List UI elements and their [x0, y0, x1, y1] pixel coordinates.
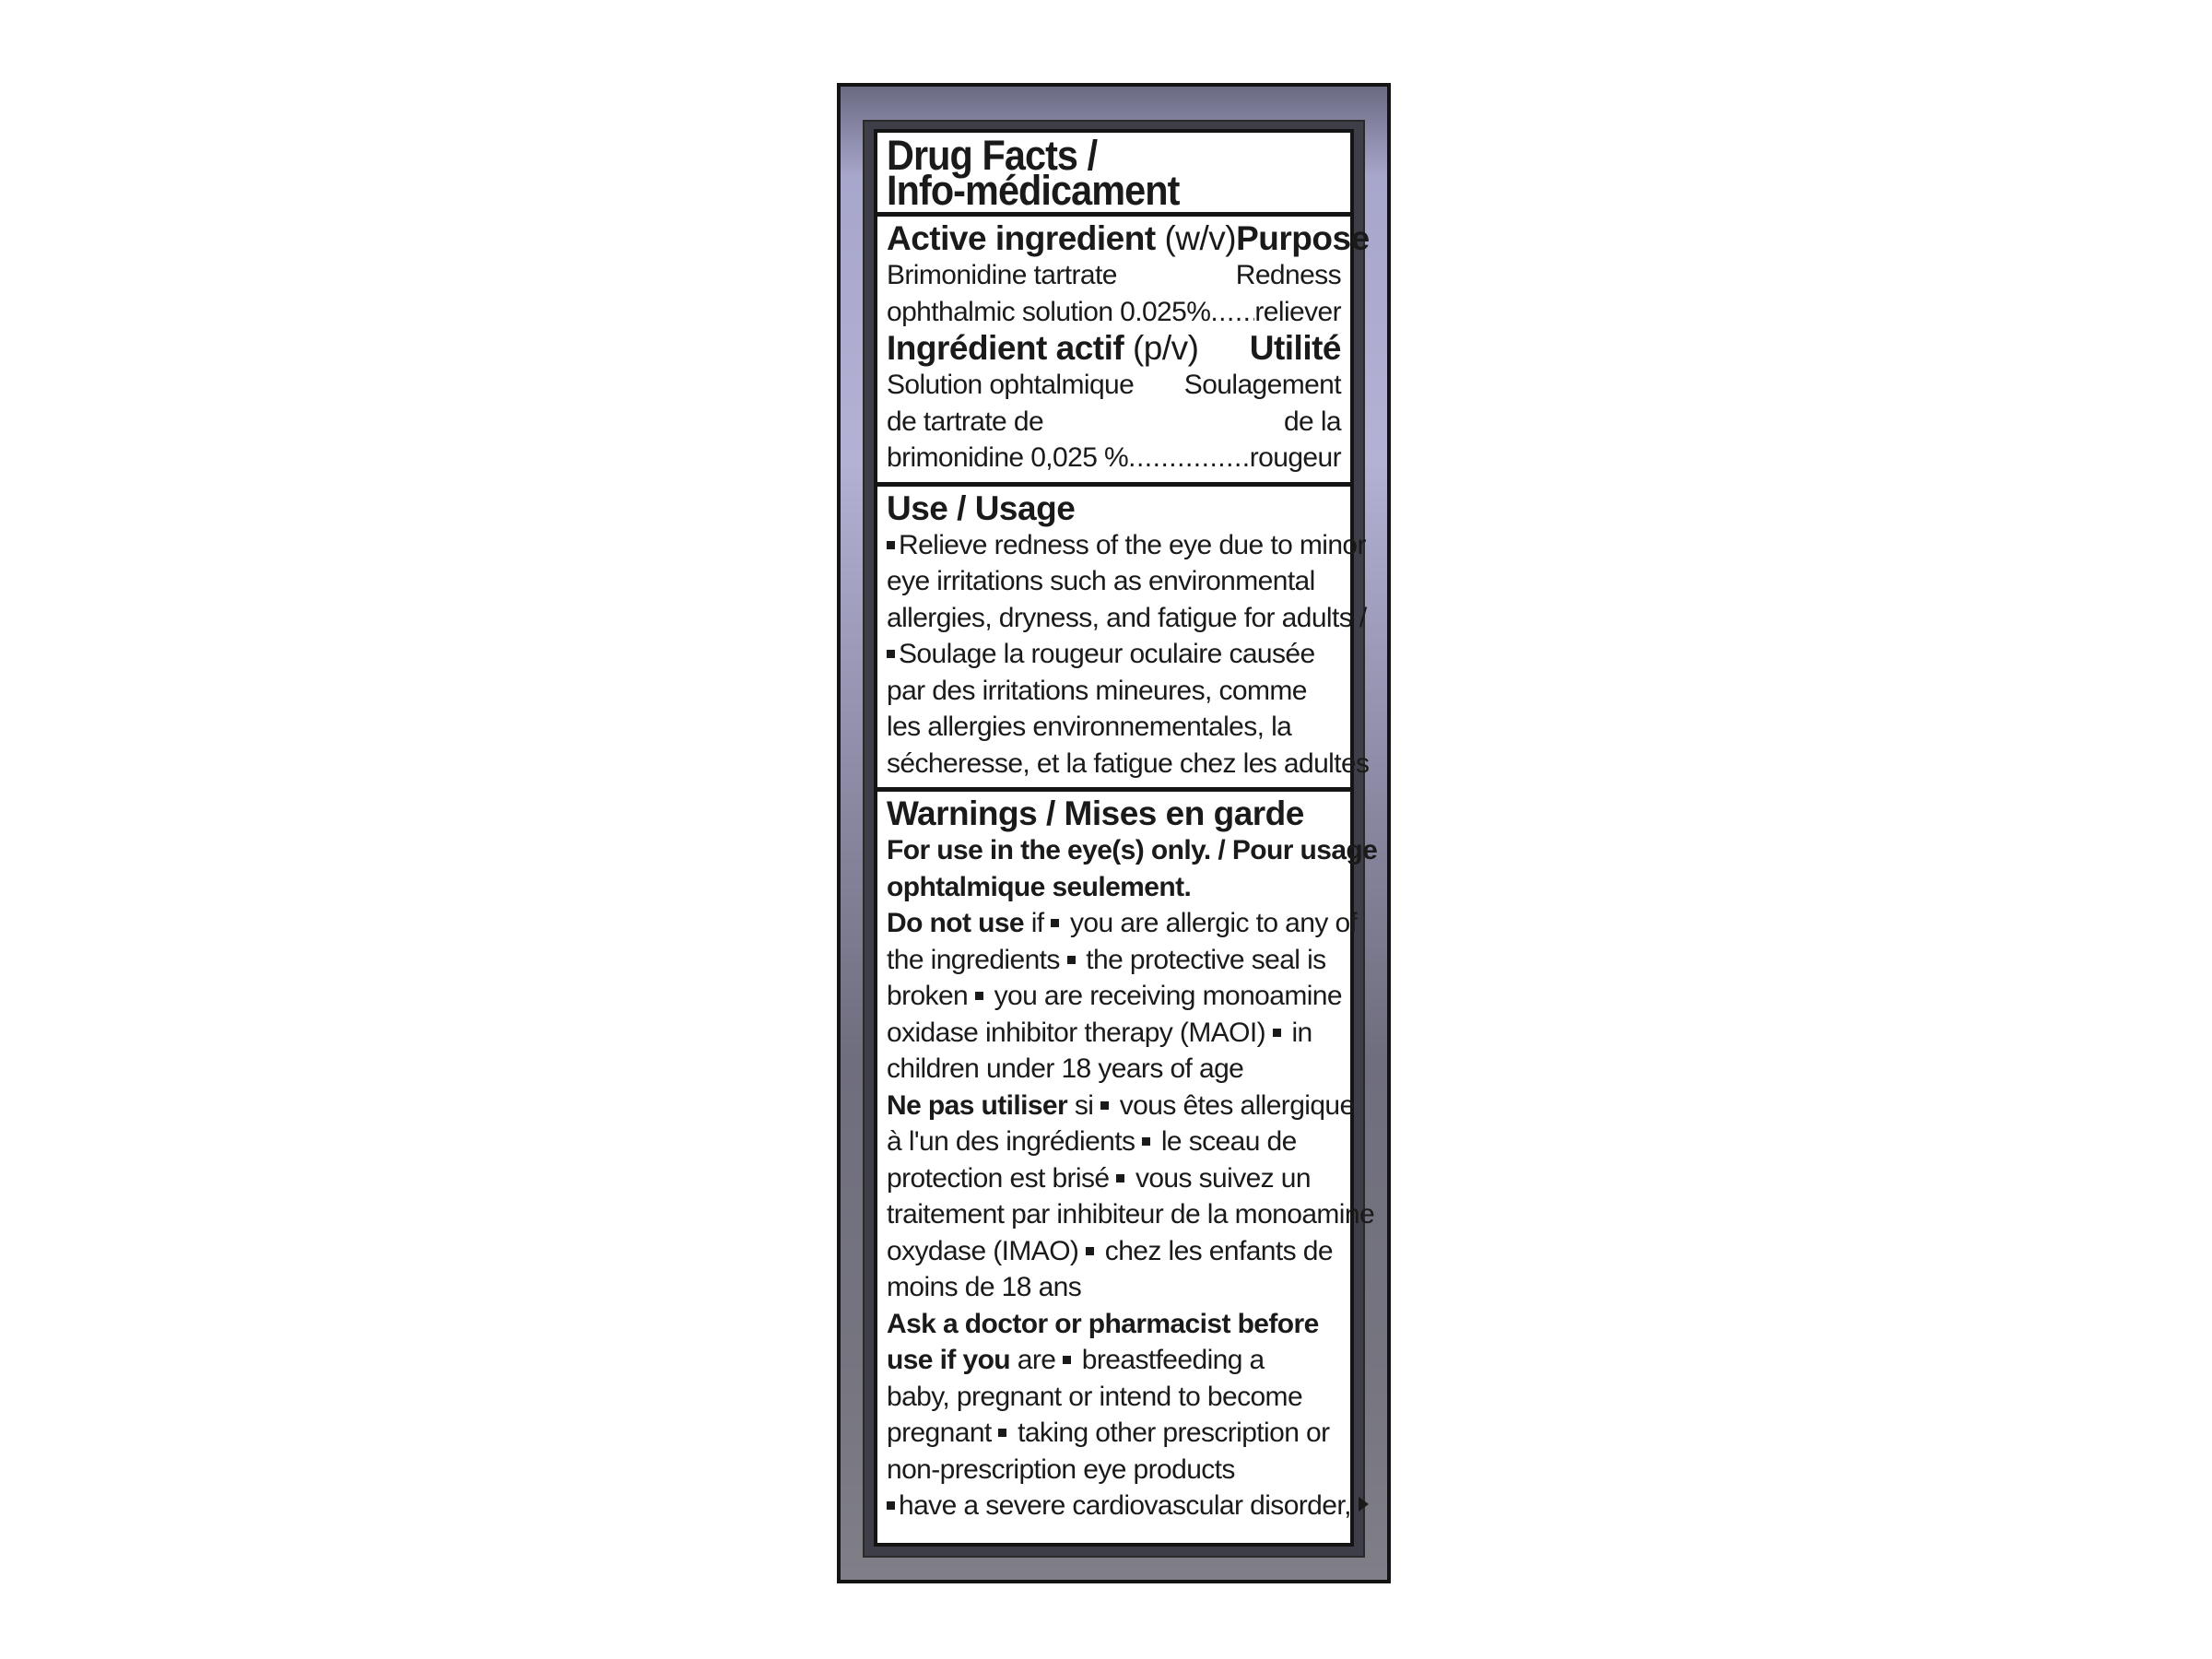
title-line-2: Info-médicament — [887, 167, 1180, 214]
ne-pas-utiliser-line: protection est brisé vous suivez un — [887, 1162, 1311, 1194]
eye-only-warning: ophtalmique seulement. — [887, 871, 1192, 902]
title-line-1: Drug Facts / — [887, 132, 1098, 179]
square-bullet-icon — [1142, 1137, 1150, 1146]
ne-pas-utiliser-line: à l'un des ingrédients le sceau de — [887, 1126, 1297, 1157]
active-ingredient-heading-fr: Ingrédient actif (p/v) — [887, 329, 1199, 367]
square-bullet-icon — [1100, 1101, 1109, 1110]
use-line: sécheresse, et la fatigue chez les adultes — [887, 747, 1370, 779]
use-heading: Use / Usage — [887, 488, 1076, 527]
use-line: par des irritations mineures, comme — [887, 675, 1307, 706]
ask-doctor-line: Ask a doctor or pharmacist before — [887, 1308, 1319, 1339]
use-line: les allergies environnementales, la — [887, 712, 1292, 742]
purpose-heading: Purpose — [1236, 219, 1370, 257]
square-bullet-icon — [1051, 919, 1059, 927]
drug-facts-label — [874, 129, 1378, 1547]
use-section — [877, 487, 1370, 793]
do-not-use-line: broken you are receiving monoamine — [887, 981, 1342, 1011]
ask-doctor-line: non-prescription eye products — [887, 1453, 1235, 1485]
label-frame — [837, 83, 1391, 1583]
ask-doctor-line: have a severe cardiovascular disorder, — [887, 1488, 1341, 1524]
square-bullet-icon — [975, 992, 983, 1000]
ingredient-row-fr-1: Solution ophtalmique Soulagement — [887, 370, 1341, 400]
ne-pas-utiliser-line: oxydase (IMAO) chez les enfants de — [887, 1235, 1333, 1266]
ne-pas-utiliser-line: traitement par inhibiteur de la monoamine — [887, 1199, 1375, 1230]
square-bullet-icon — [1273, 1029, 1281, 1037]
active-ingredient-section — [877, 217, 1370, 487]
use-line: Soulage la rougeur oculaire causée — [887, 636, 1341, 673]
do-not-use-line: Do not use if you are allergic to any of — [887, 908, 1358, 938]
ne-pas-utiliser-line: moins de 18 ans — [887, 1272, 1082, 1302]
ingredient-row-en-1: Brimonidine tartrate Redness — [887, 260, 1341, 290]
do-not-use-line: oxidase inhibitor therapy (MAOI) in — [887, 1017, 1312, 1048]
use-line: allergies, dryness, and fatigue for adults / — [887, 602, 1367, 633]
active-ingredient-header-fr — [887, 330, 1341, 367]
label-border-panel — [863, 120, 1378, 1558]
square-bullet-icon — [887, 1501, 895, 1510]
active-ingredient-header — [887, 219, 1370, 257]
square-bullet-icon — [887, 650, 895, 658]
eye-only-warning: For use in the eye(s) only. / Pour usage — [887, 835, 1378, 865]
do-not-use-line: the ingredients the protective seal is — [887, 944, 1326, 975]
square-bullet-icon — [1116, 1174, 1124, 1182]
title-section — [877, 133, 1350, 217]
ingredient-row-en-2: ophthalmic solution 0.025% ..... reliever — [887, 294, 1341, 331]
continue-arrow-icon — [1359, 1497, 1369, 1512]
dot-leader — [1128, 440, 1250, 477]
use-line: eye irritations such as environmental — [887, 566, 1315, 596]
ask-doctor-line: pregnant taking other prescription or — [887, 1418, 1330, 1448]
square-bullet-icon — [1067, 956, 1076, 964]
ingredient-row-fr-2: de tartrate de de la — [887, 406, 1341, 437]
active-ingredient-heading: Active ingredient (w/v) — [887, 219, 1237, 257]
ask-doctor-line: baby, pregnant or intend to become — [887, 1381, 1303, 1412]
dot-leader — [1210, 294, 1254, 331]
purpose-heading-fr: Utilité — [1249, 329, 1341, 367]
ingredient-row-fr-3: brimonidine 0,025 % ..... rougeur — [887, 440, 1341, 477]
use-line: Relieve redness of the eye due to minor — [887, 527, 1341, 564]
square-bullet-icon — [1063, 1356, 1071, 1364]
warnings-section — [877, 792, 1378, 1543]
ask-doctor-line: use if you are breastfeeding a — [887, 1345, 1265, 1375]
ne-pas-utiliser-line: Ne pas utiliser si vous êtes allergique — [887, 1089, 1355, 1121]
do-not-use-line: children under 18 years of age — [887, 1053, 1244, 1084]
square-bullet-icon — [1086, 1247, 1094, 1255]
square-bullet-icon — [998, 1429, 1006, 1437]
square-bullet-icon — [887, 541, 895, 549]
warnings-heading: Warnings / Mises en garde — [887, 794, 1304, 832]
